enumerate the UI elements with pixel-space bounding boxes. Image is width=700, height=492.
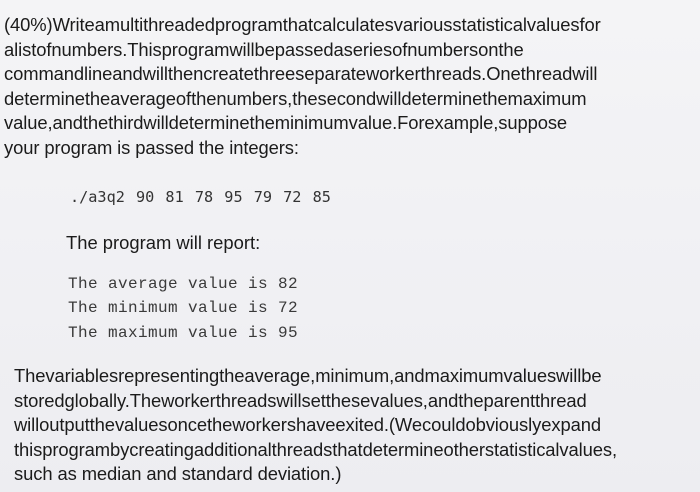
intro-line-6: your program is passed the integers: xyxy=(4,136,299,158)
command-line-example: ./a3q2 90 81 78 95 79 72 85 xyxy=(70,188,331,206)
outro-line-4: thisprogrambycreatingadditionalthreadsthatdetermineotherstatisticalvalues, xyxy=(14,438,617,460)
intro-line-1: (40%)Writeamultithreadedprogramthatcalculatesvariousstatisticalvaluesfor xyxy=(4,14,601,35)
outro-line-3: willoutputthevaluesoncetheworkershaveexited.(Wecouldobviouslyexpand xyxy=(14,414,601,436)
outro-line-5: such as median and standard deviation.) xyxy=(14,463,342,485)
outro-line-2: storedglobally.Theworkerthreadswillsetthesevalues,andtheparentthread xyxy=(14,389,587,411)
output-average: The average value is 82 xyxy=(68,275,299,293)
output-minimum: The minimum value is 72 xyxy=(68,299,299,317)
intro-line-3: commandlineandwillthencreatethreeseparateworkerthreads.Onethreadwill xyxy=(4,63,598,85)
outro-paragraph xyxy=(14,364,690,487)
intro-line-5: value,andthethirdwilldeterminetheminimumvalue.Forexample,suppose xyxy=(4,112,568,134)
intro-paragraph xyxy=(4,13,694,161)
intro-line-4: determinetheaverageofthenumbers,thesecondwilldeterminethemaximum xyxy=(4,87,587,109)
intro-line-2: alistofnumbers.Thisprogramwillbepassedaseriesofnumbersonthe xyxy=(4,38,524,60)
report-label: The program will report: xyxy=(66,232,261,253)
outro-line-1: Thevariablesrepresentingtheaverage,minimum,andmaximumvalueswillbe xyxy=(14,365,602,386)
output-maximum: The maximum value is 95 xyxy=(68,324,299,342)
